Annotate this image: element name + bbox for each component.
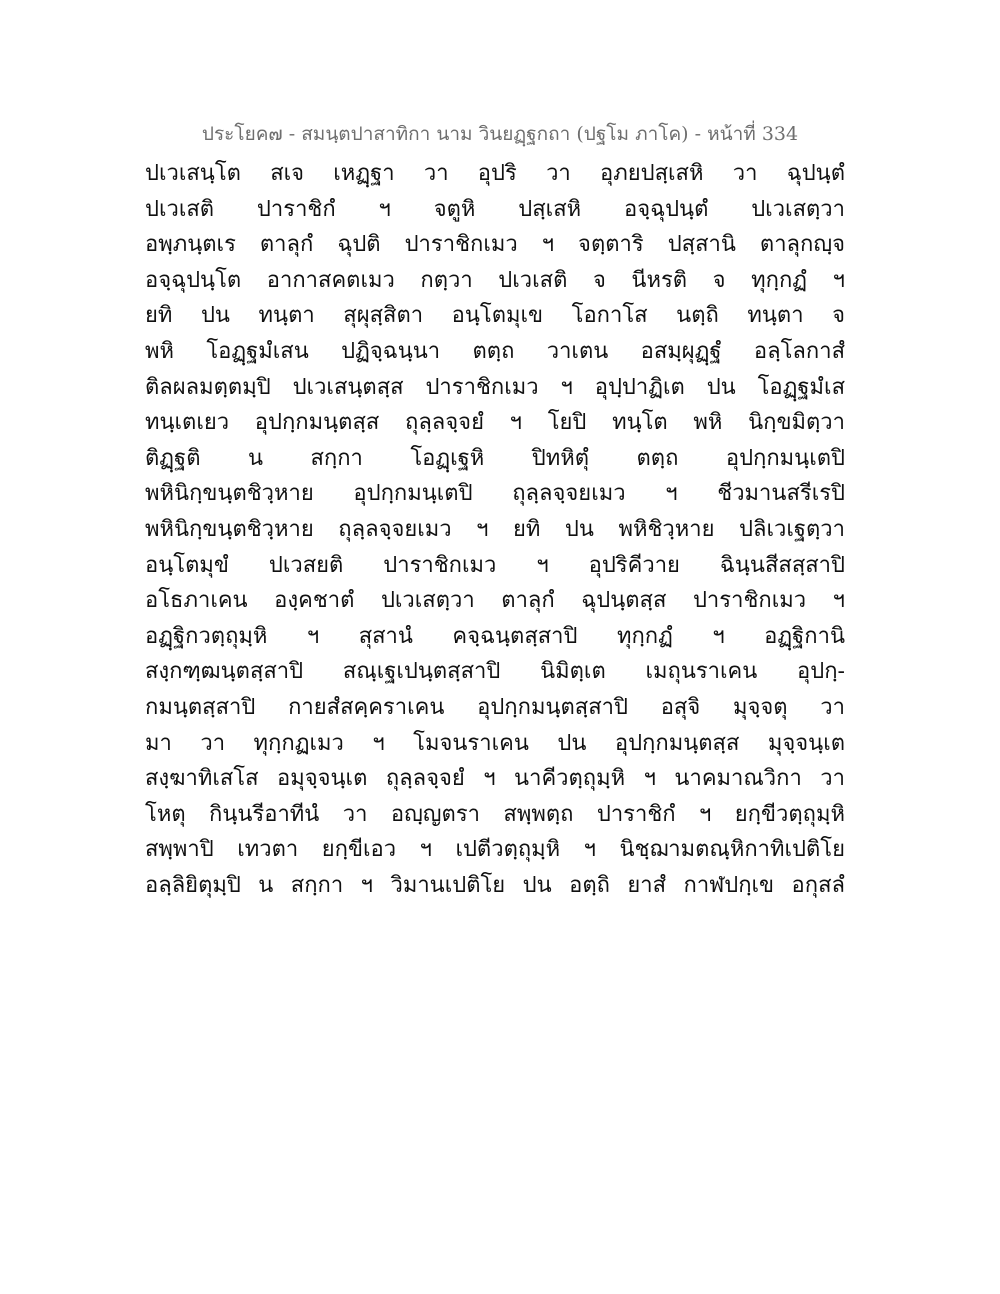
text-line: พหินิกฺขนฺตชิวฺหาย อุปกฺกมนฺเตปิ ถุลฺลจฺจยเมว ฯ ชีวมานสรีเรปิ	[145, 481, 845, 507]
text-line: กมนฺตสฺสาปิ กายสํสคฺคราเคน อุปกฺกมนฺตสฺสาปิ อสุจิ มุจฺจตุ วา	[145, 694, 845, 720]
text-line: อจฺฉุปนฺโต อากาสคตเมว กตฺวา ปเวเสติ จ นีหรติ จ ทุกฺกฏํ ฯ	[145, 267, 845, 293]
text-line: ยทิ ปน ทนฺตา สุผุสฺสิตา อนฺโตมุเข โอกาโส นตฺถิ ทนฺตา จ	[145, 303, 845, 329]
text-line: สงฺฆาทิเสโส อมุจฺจนฺเต ถุลฺลจฺจยํ ฯ นาคีวตฺถุมฺหิ ฯ นาคมาณวิกา วา	[145, 766, 845, 792]
text-line: สงฺกฑฺฒนฺตสฺสาปิ สณฺเฐเปนฺตสฺสาปิ นิมิตฺเต เมถุนราเคน อุปกฺ-	[145, 659, 845, 685]
text-line: อพฺภนฺตเร ตาลุกํ ฉุปติ ปาราชิกเมว ฯ จตฺตาริ ปสฺสานิ ตาลุกญฺจ	[145, 232, 845, 258]
text-line: พหิ โอฏฺฐมํเสน ปฏิจฺฉนฺนา ตตฺถ วาเตน อสมฺผุฏฺฐํ อลฺโลกาสํ	[145, 338, 845, 364]
text-line: สพฺพาปิ เทวตา ยกฺขีเอว ฯ เปตีวตฺถุมฺหิ ฯ นิชฺฌามตณฺหิกาทิเปติโย	[145, 837, 845, 863]
text-line: ปเวเสนฺโต สเจ เหฏฺฐา วา อุปริ วา อุภยปสฺเสหิ วา ฉุปนฺตํ	[145, 161, 845, 186]
text-line: ติฏฺฐติ น สกฺกา โอฏฺเฐหิ ปิทหิตุํ ตตฺถ อุปกฺกมนฺเตปิ	[145, 445, 845, 471]
text-line: อลฺลิยิตุมฺปิ น สกฺกา ฯ วิมานเปติโย ปน อตฺถิ ยาสํ กาฬปกฺเข อกุสลํ	[145, 872, 845, 898]
text-line: พหินิกฺขนฺตชิวฺหาย ถุลฺลจฺจยเมว ฯ ยทิ ปน พหิชิวฺหาย ปลิเวเฐตฺวา	[145, 516, 845, 542]
text-line: อนฺโตมุขํ ปเวสยติ ปาราชิกเมว ฯ อุปริคีวาย ฉินฺนสีสสฺสาปิ	[145, 552, 845, 578]
text-line: โหตุ กินฺนรีอาทีนํ วา อญฺญตรา สพฺพตฺถ ปาราชิกํ ฯ ยกฺขีวตฺถุมฺหิ	[145, 801, 845, 827]
text-line: ทนฺเตเยว อุปกฺกมนฺตสฺส ถุลฺลจฺจยํ ฯ โยปิ ทนฺโต พหิ นิกฺขมิตฺวา	[145, 410, 845, 436]
text-line: มา วา ทุกฺกฏเมว ฯ โมจนราเคน ปน อุปกฺกมนฺตสฺส มุจฺจนฺเต	[145, 730, 845, 756]
text-line: ปเวเสติ ปาราชิกํ ฯ จตูหิ ปสฺเสหิ อจฺฉุปนฺตํ ปเวเสตฺวา	[145, 196, 845, 222]
body-text	[145, 156, 845, 903]
text-line: ติลผลมตฺตมฺปิ ปเวเสนฺตสฺส ปาราชิกเมว ฯ อุปฺปาฏิเต ปน โอฏฺฐมํเส	[145, 374, 845, 400]
text-line: อฏฺฐิกวตฺถุมฺหิ ฯ สุสานํ คจฺฉนฺตสฺสาปิ ทุกฺกฏํ ฯ อฏฺฐิกานิ	[145, 623, 845, 649]
running-header: ประโยค๗ - สมนฺตปาสาทิกา นาม วินยฏฺฐกถา (ปฐโม ภาโค) - หน้าที่ 334	[201, 123, 799, 145]
text-line: อโธภาเคน องฺคชาตํ ปเวเสตฺวา ตาลุกํ ฉุปนฺตสฺส ปาราชิกเมว ฯ	[145, 588, 845, 614]
